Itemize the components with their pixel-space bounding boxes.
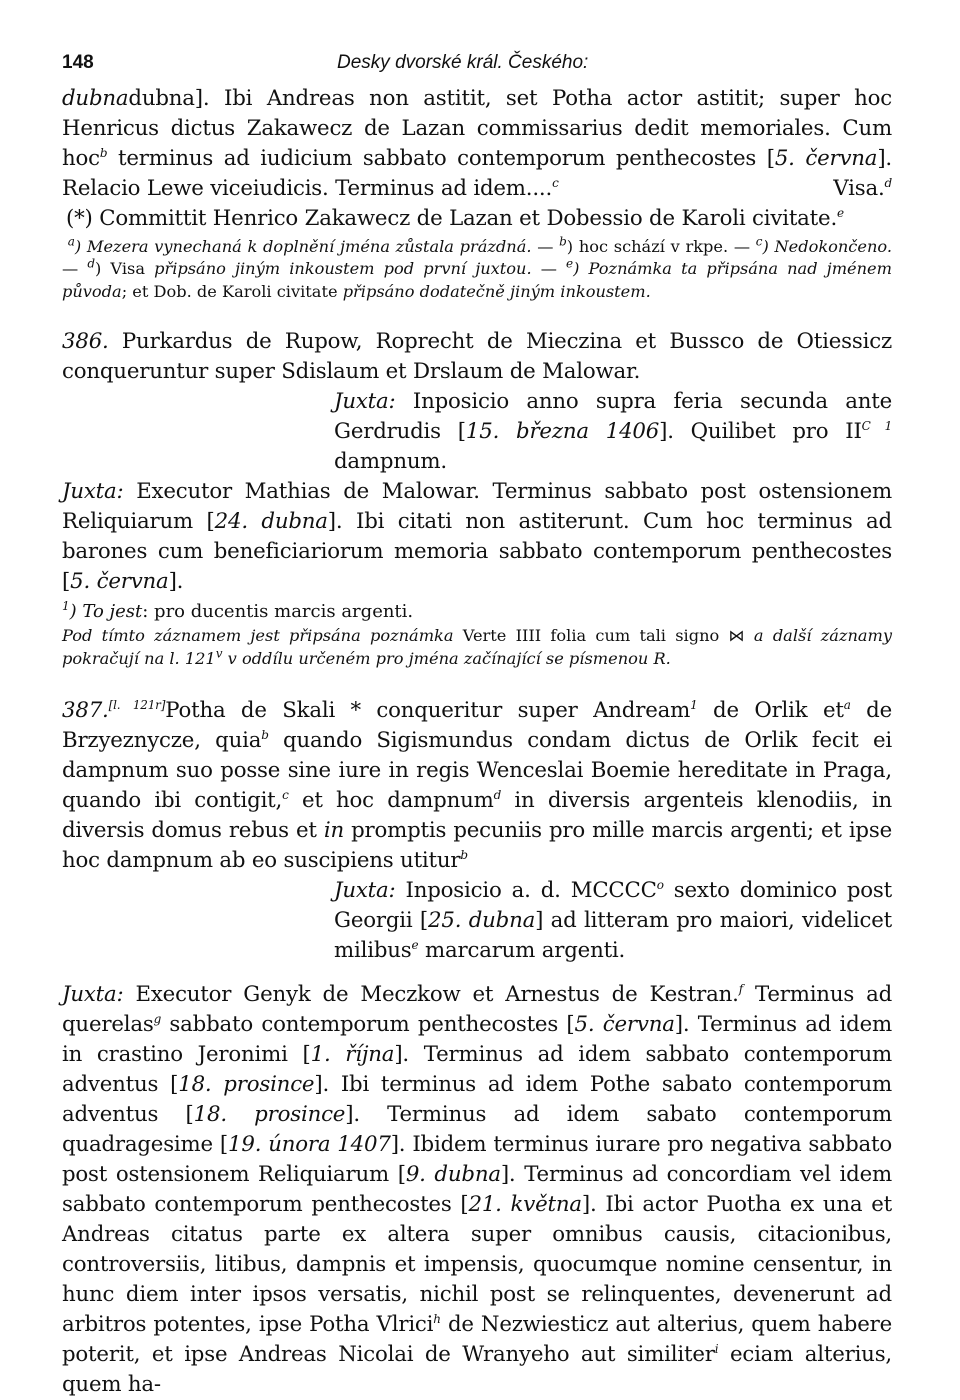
running-head: Desky dvorské král. Českého: <box>337 52 589 73</box>
juxta-386-2: Juxta: Executor Mathias de Malowar. Terminus sabbato post ostensionem Reliquiarum [24. dubna]. Ibi citati non astiterunt. Cum hoc terminus ad barones cum beneficiariorum memoria sabbato contemporum penthecostes [5. června]. <box>62 479 892 595</box>
document-page <box>62 40 892 1400</box>
visa-mark: Visa.$^d$ <box>833 175 892 201</box>
date-ref: dubna <box>62 86 129 111</box>
juxta-387-1: Juxta: Inposicio a. d. MCCCC$^o$ sexto dominico post Georgii [25. dubna] ad litteram pro maiori, videlicet milibus$^e$ marcarum argenti. <box>334 877 893 964</box>
footnotes-385: $^a$) Mezera vynechaná k doplnění jména zůstala prázdná. — $^b$) hoc schází v rkpe. — $^c$) Nedokončeno. — $^d$) Visa připsáno jiným inkoustem pod první juxtou. — $^e$) Poznámka ta připsána nad jménem původa; et Dob. de Karoli civitate připsáno dodatečně jiným inkoustem. <box>62 234 892 301</box>
star-note: (*) Committit Henrico Zakawecz de Lazan et Dobessio de Karoli civitate.$^e$ <box>66 205 844 231</box>
entry-386: 386. Purkardus de Rupow, Roprecht de Mieczina et Bussco de Otiessicz conqueruntur super Sdislaum et Drslaum de Malowar. Juxta: Inposicio anno supra feria secunda ante Gerdrudis [15. března 1406]. Quilibet pro $II^{C 1}$ dampnum. Juxta: Executor Mathias de Malowar. Terminus sabbato post ostensionem Reliquiarum [24. dubna]. Ibi citati non astiterunt. Cum hoc terminus ad barones cum beneficiariorum memoria sabbato contemporum penthecostes [5. června]. <box>62 327 892 597</box>
page-header <box>62 40 892 84</box>
entry-number: 387. <box>62 698 109 724</box>
entry-385-text: dubnadubna]. Ibi Andreas non astitit, set Potha actor astitit; super hoc Henricus dictus Zakawecz de Lazan commissarius dedit memoriales. Cum hoc$^b$ terminus ad iudicium sabbato contemporum penthecostes [5. června]. Relacio Lewe viceiudicis. Terminus ad idem....$^c$ Visa.$^d$ <box>62 84 892 204</box>
entry-385-end <box>62 84 892 234</box>
juxta-386-1: Juxta: Inposicio anno supra feria secunda ante Gerdrudis [15. března 1406]. Quilibet pro $II^{C 1}$ dampnum. <box>334 389 892 475</box>
entry-387: 387.[l. 121r]Potha de Skali * conqueritur super Andream$^1$ de Orlik $et^a$ de Brzyeznycze, quia$^b$ quando Sigismundus condam dictus de Orlik fecit ei dampnum suo posse sine iure in regis Wenceslai Boemie hereditate in Praga, quando ibi contigit,$^c$ et hoc dampnum$^d$ in diversis argenteis klenodiis, in diversis domus rebus et in promptis pecuniis pro mille marcis argenti; et ipse hoc dampnum ab eo suscipiens utitur$^b$ Juxta: Inposicio a. d. MCCCC$^o$ sexto dominico post Georgii [25. dubna] ad litteram pro maiori, videlicet milibus$^e$ marcarum argenti. Juxta: Executor Genyk de Meczkow et Arnestus de Kestran.$^f$ Terminus ad querelas$^g$ sabbato contemporum penthecostes [5. června]. Terminus ad idem in crastino Jeronimi [1. října]. Terminus ad idem sabbato contemporum adventus [18. prosince]. Ibi terminus ad idem Pothe sabato contemporum adventus [18. prosince]. Terminus ad idem sabato contemporum quadragesime [19. února 1407]. Ibidem terminus iurare pro negativa sabbato post ostensionem Reliquiarum [9. dubna]. Terminus ad concordiam vel idem sabbato contemporum penthecostes [21. května]. Ibi actor Puotha ex una et Andreas citatus parte ex altera super omnibus causis, citacionibus, controversiis, litibus, dampnis et impensis, quocumque nomine censentur, in hunc diem inter ipsos versatis, nichil post se relinquentes, devenerunt ad arbitros potentes, ipse Potha Vlrici$^h$ de Nezwiesticz aut alterius, quem habere poterit, et ipse Andreas Nicolai de Wranyeho aut similiter$^i$ eciam alterius, quem ha- <box>62 696 892 1400</box>
page-number: 148 <box>62 52 94 73</box>
entry-number: 386. <box>62 329 109 355</box>
juxta-387-2: Juxta: Executor Genyk de Meczkow et Arnestus de Kestran.$^f$ Terminus ad querelas$^g$ sabbato contemporum penthecostes [5. června]. Terminus ad idem in crastino Jeronimi [1. října]. Terminus ad idem sabbato contemporum adventus [18. prosince]. Ibi terminus ad idem Pothe sabato contemporum adventus [18. prosince]. Terminus ad idem sabato contemporum quadragesime [19. února 1407]. Ibidem terminus iurare pro negativa sabbato post ostensionem Reliquiarum [9. dubna]. Terminus ad concordiam vel idem sabbato contemporum penthecostes [21. května]. Ibi actor Puotha ex una et Andreas citatus parte ex altera super omnibus causis, citacionibus, controversiis, litibus, dampnis et impensis, quocumque nomine censentur, in hunc diem inter ipsos versatis, nichil post se relinquentes, devenerunt ad arbitros potentes, ipse Potha Vlrici$^h$ de Nezwiesticz aut alterius, quem habere poterit, et ipse Andreas Nicolai de Wranyeho aut similiter$^i$ eciam alterius, quem ha- <box>62 981 893 1398</box>
footnotes-386: $^1$) To jest: pro ducentis marcis argenti. Pod tímto záznamem jest připsána poznámka Verte IIII folia cum tali signo ⋈ a další záznamy pokračují na l. 121$^v$ v oddílu určeném pro jména začínající se písmenou R. <box>62 599 893 668</box>
